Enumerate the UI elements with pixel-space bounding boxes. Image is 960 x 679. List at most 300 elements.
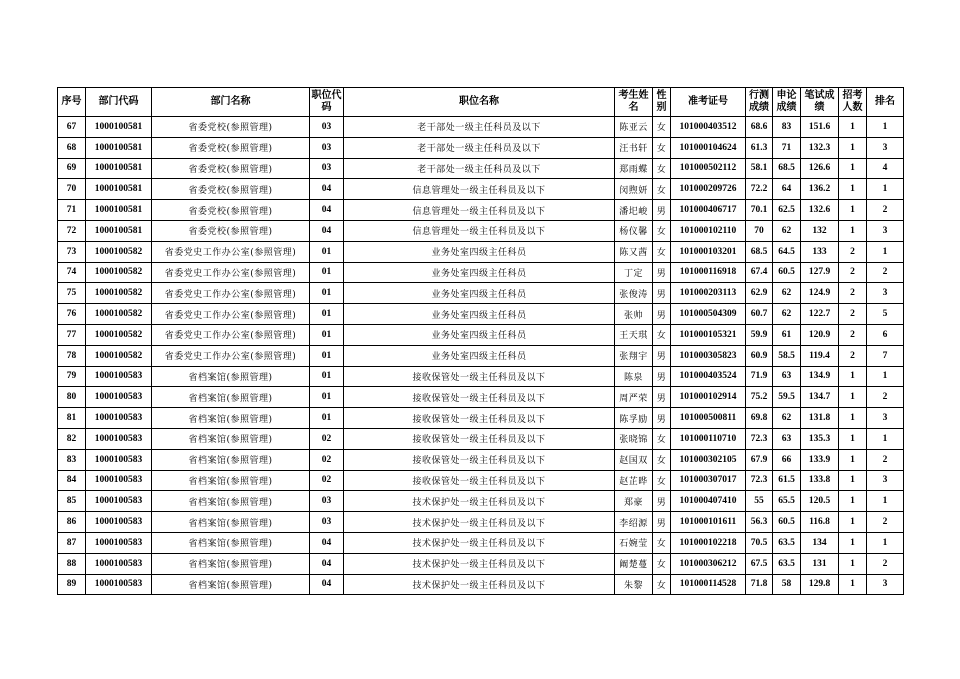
- candidate-name-cell: 陈孚励: [615, 408, 653, 429]
- dept-name-cell: 省委党校(参照管理): [152, 179, 310, 200]
- seq-cell: 85: [58, 491, 86, 512]
- quota-cell: 1: [839, 200, 867, 221]
- quota-cell: 1: [839, 470, 867, 491]
- exam-no-cell: 101000102110: [671, 220, 746, 241]
- exam-no-cell: 101000114528: [671, 574, 746, 595]
- candidate-name-cell: 闵煦妍: [615, 179, 653, 200]
- gender-cell: 女: [653, 449, 671, 470]
- rank-cell: 1: [867, 428, 904, 449]
- post-code-cell: 03: [310, 491, 344, 512]
- exam-no-cell: 101000203113: [671, 283, 746, 304]
- post-name-cell: 技术保护处一级主任科员及以下: [344, 532, 615, 553]
- gender-cell: 男: [653, 366, 671, 387]
- shenlun-score-cell: 62: [773, 408, 801, 429]
- rank-cell: 3: [867, 574, 904, 595]
- xingce-score-cell: 58.1: [746, 158, 773, 179]
- gender-cell: 女: [653, 117, 671, 138]
- header-post-name: 职位名称: [344, 88, 615, 117]
- dept-code-cell: 1000100582: [86, 345, 152, 366]
- candidate-name-cell: 杨仪馨: [615, 220, 653, 241]
- dept-code-cell: 1000100582: [86, 262, 152, 283]
- post-name-cell: 接收保管处一级主任科员及以下: [344, 366, 615, 387]
- shenlun-score-cell: 62: [773, 220, 801, 241]
- rank-cell: 6: [867, 324, 904, 345]
- post-code-cell: 04: [310, 200, 344, 221]
- dept-code-cell: 1000100582: [86, 324, 152, 345]
- post-name-cell: 业务处室四级主任科员: [344, 262, 615, 283]
- written-score-cell: 134: [801, 532, 839, 553]
- post-name-cell: 接收保管处一级主任科员及以下: [344, 470, 615, 491]
- rank-cell: 1: [867, 117, 904, 138]
- post-name-cell: 接收保管处一级主任科员及以下: [344, 449, 615, 470]
- dept-code-cell: 1000100583: [86, 532, 152, 553]
- dept-code-cell: 1000100583: [86, 408, 152, 429]
- header-seq: 序号: [58, 88, 86, 117]
- exam-no-cell: 101000101611: [671, 512, 746, 533]
- post-code-cell: 04: [310, 553, 344, 574]
- post-code-cell: 01: [310, 366, 344, 387]
- post-code-cell: 01: [310, 324, 344, 345]
- rank-cell: 2: [867, 387, 904, 408]
- seq-cell: 68: [58, 137, 86, 158]
- dept-name-cell: 省档案馆(参照管理): [152, 387, 310, 408]
- written-score-cell: 133.8: [801, 470, 839, 491]
- gender-cell: 男: [653, 491, 671, 512]
- written-score-cell: 129.8: [801, 574, 839, 595]
- post-name-cell: 信息管理处一级主任科员及以下: [344, 220, 615, 241]
- dept-code-cell: 1000100583: [86, 553, 152, 574]
- candidate-name-cell: 汪书轩: [615, 137, 653, 158]
- seq-cell: 86: [58, 512, 86, 533]
- exam-no-cell: 101000116918: [671, 262, 746, 283]
- written-score-cell: 127.9: [801, 262, 839, 283]
- written-score-cell: 131: [801, 553, 839, 574]
- post-code-cell: 03: [310, 137, 344, 158]
- quota-cell: 1: [839, 137, 867, 158]
- shenlun-score-cell: 68.5: [773, 158, 801, 179]
- candidate-name-cell: 赵芷晔: [615, 470, 653, 491]
- quota-cell: 1: [839, 428, 867, 449]
- written-score-cell: 151.6: [801, 117, 839, 138]
- quota-cell: 1: [839, 553, 867, 574]
- quota-cell: 1: [839, 117, 867, 138]
- table-row: [58, 283, 904, 304]
- post-name-cell: 业务处室四级主任科员: [344, 304, 615, 325]
- seq-cell: 76: [58, 304, 86, 325]
- shenlun-score-cell: 63.5: [773, 553, 801, 574]
- header-dept-name: 部门名称: [152, 88, 310, 117]
- dept-name-cell: 省档案馆(参照管理): [152, 574, 310, 595]
- post-code-cell: 03: [310, 158, 344, 179]
- rank-cell: 1: [867, 532, 904, 553]
- dept-name-cell: 省委党史工作办公室(参照管理): [152, 304, 310, 325]
- quota-cell: 1: [839, 158, 867, 179]
- shenlun-score-cell: 59.5: [773, 387, 801, 408]
- xingce-score-cell: 62.9: [746, 283, 773, 304]
- candidate-name-cell: 阚楚蔓: [615, 553, 653, 574]
- quota-cell: 1: [839, 449, 867, 470]
- rank-cell: 1: [867, 241, 904, 262]
- written-score-cell: 131.8: [801, 408, 839, 429]
- seq-cell: 71: [58, 200, 86, 221]
- post-code-cell: 04: [310, 574, 344, 595]
- written-score-cell: 134.9: [801, 366, 839, 387]
- exam-no-cell: 101000504309: [671, 304, 746, 325]
- seq-cell: 83: [58, 449, 86, 470]
- dept-name-cell: 省档案馆(参照管理): [152, 553, 310, 574]
- dept-code-cell: 1000100583: [86, 387, 152, 408]
- gender-cell: 女: [653, 137, 671, 158]
- post-name-cell: 业务处室四级主任科员: [344, 345, 615, 366]
- post-code-cell: 03: [310, 512, 344, 533]
- dept-name-cell: 省档案馆(参照管理): [152, 449, 310, 470]
- quota-cell: 1: [839, 408, 867, 429]
- gender-cell: 女: [653, 158, 671, 179]
- rank-cell: 2: [867, 449, 904, 470]
- gender-cell: 男: [653, 304, 671, 325]
- seq-cell: 73: [58, 241, 86, 262]
- xingce-score-cell: 67.5: [746, 553, 773, 574]
- candidate-name-cell: 陈亚云: [615, 117, 653, 138]
- table-row: [58, 262, 904, 283]
- exam-no-cell: 101000406717: [671, 200, 746, 221]
- header-xingce-score: 行测成绩: [746, 88, 773, 117]
- dept-name-cell: 省档案馆(参照管理): [152, 512, 310, 533]
- seq-cell: 77: [58, 324, 86, 345]
- candidate-name-cell: 张俊涛: [615, 283, 653, 304]
- shenlun-score-cell: 62.5: [773, 200, 801, 221]
- written-score-cell: 133: [801, 241, 839, 262]
- dept-name-cell: 省委党史工作办公室(参照管理): [152, 241, 310, 262]
- shenlun-score-cell: 65.5: [773, 491, 801, 512]
- shenlun-score-cell: 83: [773, 117, 801, 138]
- dept-code-cell: 1000100583: [86, 428, 152, 449]
- xingce-score-cell: 70: [746, 220, 773, 241]
- seq-cell: 70: [58, 179, 86, 200]
- header-post-code: 职位代码: [310, 88, 344, 117]
- dept-code-cell: 1000100582: [86, 241, 152, 262]
- dept-name-cell: 省委党史工作办公室(参照管理): [152, 283, 310, 304]
- xingce-score-cell: 67.4: [746, 262, 773, 283]
- xingce-score-cell: 71.9: [746, 366, 773, 387]
- dept-name-cell: 省委党校(参照管理): [152, 117, 310, 138]
- seq-cell: 84: [58, 470, 86, 491]
- seq-cell: 80: [58, 387, 86, 408]
- header-quota: 招考人数: [839, 88, 867, 117]
- exam-no-cell: 101000104624: [671, 137, 746, 158]
- dept-name-cell: 省档案馆(参照管理): [152, 491, 310, 512]
- shenlun-score-cell: 63: [773, 366, 801, 387]
- exam-no-cell: 101000502112: [671, 158, 746, 179]
- seq-cell: 87: [58, 532, 86, 553]
- gender-cell: 男: [653, 200, 671, 221]
- dept-name-cell: 省档案馆(参照管理): [152, 408, 310, 429]
- table-row: [58, 553, 904, 574]
- table-row: [58, 324, 904, 345]
- dept-name-cell: 省委党校(参照管理): [152, 220, 310, 241]
- shenlun-score-cell: 64: [773, 179, 801, 200]
- written-score-cell: 126.6: [801, 158, 839, 179]
- xingce-score-cell: 68.6: [746, 117, 773, 138]
- rank-cell: 2: [867, 262, 904, 283]
- dept-code-cell: 1000100581: [86, 200, 152, 221]
- dept-name-cell: 省委党校(参照管理): [152, 137, 310, 158]
- quota-cell: 2: [839, 241, 867, 262]
- post-name-cell: 老干部处一级主任科员及以下: [344, 117, 615, 138]
- written-score-cell: 122.7: [801, 304, 839, 325]
- gender-cell: 男: [653, 283, 671, 304]
- table-row: [58, 512, 904, 533]
- post-name-cell: 接收保管处一级主任科员及以下: [344, 428, 615, 449]
- seq-cell: 79: [58, 366, 86, 387]
- candidate-name-cell: 赵国双: [615, 449, 653, 470]
- seq-cell: 69: [58, 158, 86, 179]
- shenlun-score-cell: 58.5: [773, 345, 801, 366]
- candidate-name-cell: 朱黎: [615, 574, 653, 595]
- xingce-score-cell: 68.5: [746, 241, 773, 262]
- table-header-row: [58, 88, 904, 117]
- exam-no-cell: 101000307017: [671, 470, 746, 491]
- written-score-cell: 120.9: [801, 324, 839, 345]
- gender-cell: 女: [653, 574, 671, 595]
- rank-cell: 3: [867, 137, 904, 158]
- quota-cell: 1: [839, 387, 867, 408]
- candidate-name-cell: 李绍源: [615, 512, 653, 533]
- xingce-score-cell: 72.3: [746, 470, 773, 491]
- dept-code-cell: 1000100583: [86, 574, 152, 595]
- exam-no-cell: 101000407410: [671, 491, 746, 512]
- quota-cell: 2: [839, 345, 867, 366]
- shenlun-score-cell: 60.5: [773, 262, 801, 283]
- post-name-cell: 老干部处一级主任科员及以下: [344, 158, 615, 179]
- header-shenlun-score: 申论成绩: [773, 88, 801, 117]
- post-name-cell: 接收保管处一级主任科员及以下: [344, 387, 615, 408]
- quota-cell: 1: [839, 491, 867, 512]
- dept-code-cell: 1000100583: [86, 512, 152, 533]
- seq-cell: 88: [58, 553, 86, 574]
- rank-cell: 3: [867, 220, 904, 241]
- candidate-name-cell: 陈泉: [615, 366, 653, 387]
- header-candidate-name: 考生姓名: [615, 88, 653, 117]
- dept-code-cell: 1000100583: [86, 366, 152, 387]
- candidate-name-cell: 郑豪: [615, 491, 653, 512]
- xingce-score-cell: 70.5: [746, 532, 773, 553]
- exam-no-cell: 101000209726: [671, 179, 746, 200]
- dept-name-cell: 省档案馆(参照管理): [152, 366, 310, 387]
- shenlun-score-cell: 61: [773, 324, 801, 345]
- exam-no-cell: 101000500811: [671, 408, 746, 429]
- seq-cell: 72: [58, 220, 86, 241]
- candidate-name-cell: 张晓锦: [615, 428, 653, 449]
- table-row: [58, 137, 904, 158]
- post-code-cell: 01: [310, 408, 344, 429]
- dept-code-cell: 1000100581: [86, 158, 152, 179]
- quota-cell: 1: [839, 512, 867, 533]
- dept-code-cell: 1000100581: [86, 220, 152, 241]
- header-written-score: 笔试成绩: [801, 88, 839, 117]
- quota-cell: 2: [839, 262, 867, 283]
- candidate-name-cell: 郑雨蝶: [615, 158, 653, 179]
- xingce-score-cell: 59.9: [746, 324, 773, 345]
- shenlun-score-cell: 62: [773, 283, 801, 304]
- rank-cell: 7: [867, 345, 904, 366]
- seq-cell: 75: [58, 283, 86, 304]
- dept-code-cell: 1000100583: [86, 470, 152, 491]
- dept-name-cell: 省委党史工作办公室(参照管理): [152, 262, 310, 283]
- quota-cell: 1: [839, 574, 867, 595]
- candidate-name-cell: 周严荣: [615, 387, 653, 408]
- header-dept-code: 部门代码: [86, 88, 152, 117]
- candidate-name-cell: 张帅: [615, 304, 653, 325]
- header-exam-no: 准考证号: [671, 88, 746, 117]
- dept-code-cell: 1000100583: [86, 491, 152, 512]
- xingce-score-cell: 60.9: [746, 345, 773, 366]
- quota-cell: 2: [839, 324, 867, 345]
- written-score-cell: 132: [801, 220, 839, 241]
- gender-cell: 女: [653, 470, 671, 491]
- gender-cell: 男: [653, 345, 671, 366]
- gender-cell: 男: [653, 512, 671, 533]
- dept-name-cell: 省档案馆(参照管理): [152, 470, 310, 491]
- candidate-name-cell: 陈又莤: [615, 241, 653, 262]
- shenlun-score-cell: 63: [773, 428, 801, 449]
- dept-name-cell: 省委党校(参照管理): [152, 200, 310, 221]
- dept-code-cell: 1000100582: [86, 304, 152, 325]
- post-name-cell: 信息管理处一级主任科员及以下: [344, 200, 615, 221]
- seq-cell: 74: [58, 262, 86, 283]
- post-name-cell: 业务处室四级主任科员: [344, 241, 615, 262]
- rank-cell: 2: [867, 553, 904, 574]
- gender-cell: 女: [653, 179, 671, 200]
- table-row: [58, 200, 904, 221]
- seq-cell: 89: [58, 574, 86, 595]
- dept-name-cell: 省委党校(参照管理): [152, 158, 310, 179]
- dept-name-cell: 省档案馆(参照管理): [152, 532, 310, 553]
- shenlun-score-cell: 64.5: [773, 241, 801, 262]
- post-name-cell: 业务处室四级主任科员: [344, 283, 615, 304]
- table-row: [58, 449, 904, 470]
- gender-cell: 男: [653, 262, 671, 283]
- shenlun-score-cell: 71: [773, 137, 801, 158]
- table-row: [58, 532, 904, 553]
- post-code-cell: 02: [310, 470, 344, 491]
- gender-cell: 女: [653, 553, 671, 574]
- shenlun-score-cell: 62: [773, 304, 801, 325]
- table-row: [58, 345, 904, 366]
- quota-cell: 2: [839, 283, 867, 304]
- xingce-score-cell: 60.7: [746, 304, 773, 325]
- rank-cell: 5: [867, 304, 904, 325]
- written-score-cell: 133.9: [801, 449, 839, 470]
- rank-cell: 2: [867, 512, 904, 533]
- table-row: [58, 574, 904, 595]
- xingce-score-cell: 72.2: [746, 179, 773, 200]
- exam-no-cell: 101000110710: [671, 428, 746, 449]
- xingce-score-cell: 56.3: [746, 512, 773, 533]
- post-code-cell: 01: [310, 387, 344, 408]
- rank-cell: 1: [867, 491, 904, 512]
- score-table: [57, 87, 904, 595]
- post-name-cell: 技术保护处一级主任科员及以下: [344, 574, 615, 595]
- dept-name-cell: 省档案馆(参照管理): [152, 428, 310, 449]
- quota-cell: 2: [839, 304, 867, 325]
- table-row: [58, 387, 904, 408]
- xingce-score-cell: 75.2: [746, 387, 773, 408]
- post-code-cell: 01: [310, 262, 344, 283]
- table-row: [58, 158, 904, 179]
- xingce-score-cell: 69.8: [746, 408, 773, 429]
- gender-cell: 男: [653, 387, 671, 408]
- written-score-cell: 124.9: [801, 283, 839, 304]
- post-name-cell: 老干部处一级主任科员及以下: [344, 137, 615, 158]
- quota-cell: 1: [839, 532, 867, 553]
- post-code-cell: 01: [310, 283, 344, 304]
- written-score-cell: 132.3: [801, 137, 839, 158]
- exam-no-cell: 101000103201: [671, 241, 746, 262]
- table-row: [58, 491, 904, 512]
- table-row: [58, 366, 904, 387]
- seq-cell: 81: [58, 408, 86, 429]
- written-score-cell: 136.2: [801, 179, 839, 200]
- post-name-cell: 信息管理处一级主任科员及以下: [344, 179, 615, 200]
- post-code-cell: 04: [310, 179, 344, 200]
- table-row: [58, 408, 904, 429]
- post-name-cell: 接收保管处一级主任科员及以下: [344, 408, 615, 429]
- gender-cell: 女: [653, 241, 671, 262]
- written-score-cell: 134.7: [801, 387, 839, 408]
- table-row: [58, 220, 904, 241]
- gender-cell: 女: [653, 324, 671, 345]
- xingce-score-cell: 55: [746, 491, 773, 512]
- written-score-cell: 132.6: [801, 200, 839, 221]
- rank-cell: 3: [867, 283, 904, 304]
- quota-cell: 1: [839, 366, 867, 387]
- exam-no-cell: 101000403512: [671, 117, 746, 138]
- candidate-name-cell: 潘圯峻: [615, 200, 653, 221]
- shenlun-score-cell: 60.5: [773, 512, 801, 533]
- candidate-name-cell: 王天琪: [615, 324, 653, 345]
- candidate-name-cell: 张翔宇: [615, 345, 653, 366]
- post-name-cell: 技术保护处一级主任科员及以下: [344, 553, 615, 574]
- post-code-cell: 04: [310, 532, 344, 553]
- table-body: [58, 117, 904, 595]
- xingce-score-cell: 61.3: [746, 137, 773, 158]
- table-row: [58, 304, 904, 325]
- dept-code-cell: 1000100582: [86, 283, 152, 304]
- post-code-cell: 03: [310, 117, 344, 138]
- gender-cell: 女: [653, 532, 671, 553]
- dept-code-cell: 1000100583: [86, 449, 152, 470]
- exam-no-cell: 101000403524: [671, 366, 746, 387]
- table-row: [58, 241, 904, 262]
- exam-no-cell: 101000302105: [671, 449, 746, 470]
- xingce-score-cell: 71.8: [746, 574, 773, 595]
- dept-name-cell: 省委党史工作办公室(参照管理): [152, 324, 310, 345]
- dept-name-cell: 省委党史工作办公室(参照管理): [152, 345, 310, 366]
- xingce-score-cell: 72.3: [746, 428, 773, 449]
- rank-cell: 4: [867, 158, 904, 179]
- post-code-cell: 02: [310, 428, 344, 449]
- candidate-name-cell: 石婉莹: [615, 532, 653, 553]
- exam-no-cell: 101000102914: [671, 387, 746, 408]
- dept-code-cell: 1000100581: [86, 117, 152, 138]
- shenlun-score-cell: 61.5: [773, 470, 801, 491]
- dept-code-cell: 1000100581: [86, 179, 152, 200]
- candidate-name-cell: 丁定: [615, 262, 653, 283]
- gender-cell: 男: [653, 408, 671, 429]
- post-name-cell: 技术保护处一级主任科员及以下: [344, 491, 615, 512]
- exam-no-cell: 101000305823: [671, 345, 746, 366]
